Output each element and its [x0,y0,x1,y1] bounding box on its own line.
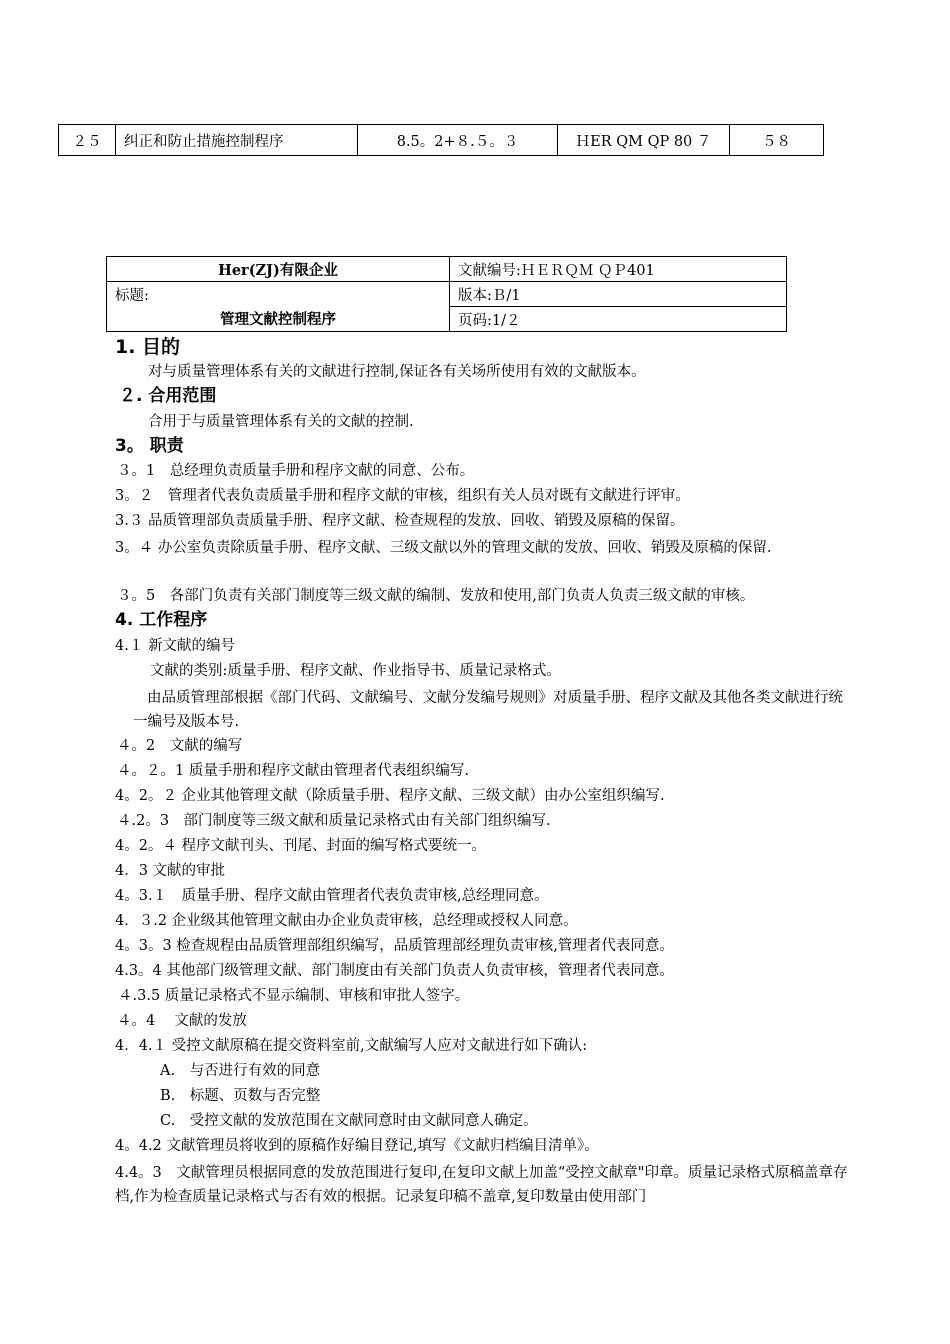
paragraph: ３。5 各部门负责有关部门制度等三级文献的编制、发放和使用,部门负责人负责三级文献的审核。 [117,588,755,604]
paragraph: 4。2。２ 企业其他管理文献（除质量手册、程序文献、三级文献）由办公室组织编写. [115,788,665,804]
title-label-cell: 标题: [107,282,450,307]
paragraph: 3.３ 品质管理部负责质量手册、程序文献、检查规程的发放、回收、销毁及原稿的保留。 [115,513,685,529]
table-row [107,307,787,332]
row-number-cell: ２５ [59,125,116,156]
procedure-title-cell: 纠正和防止措施控制程序 [116,125,358,156]
paragraph: 3。２ 管理者代表负责质量手册和程序文献的审核，组织有关人员对既有文献进行评审。 [115,488,690,504]
page-count-cell: ５８ [730,125,824,156]
paragraph: 4.3。4 其他部门级管理文献、部门制度由有关部门负责人负责审核，管理者代表同意。 [115,963,674,979]
paragraph: 3。４ 办公室负责除质量手册、程序文献、三级文献以外的管理文献的发放、回收、销毁及原稿的保留. [115,540,772,556]
document-header-table [106,256,787,332]
paragraph: ４.3.5 质量记录格式不显示编制、审核和审批人签字。 [118,988,470,1004]
table-row [107,282,787,307]
list-item: B. 标题、页数与否完整 [160,1088,321,1104]
page-number-cell: 页码:1/２ [450,307,787,332]
paragraph: 4．3 文献的审批 [115,863,226,879]
table-row [107,257,787,282]
paragraph: ４。2 文献的编写 [117,738,243,754]
version-cell: 版本:Ｂ/1 [450,282,787,307]
table-row [59,125,824,156]
paragraph: 4。3。3 检查规程由品质管理部组织编写，品质管理部经理负责审核,管理者代表同意。 [115,938,674,954]
document-code-cell: ＨER QM QP 80 ７ [558,125,730,156]
document-number-cell: 文献编号:ＨＥＲＱＭ ＱＰ401 [450,257,787,282]
clause-cell: 8.5。2+８.５。３ [358,125,558,156]
paragraph: 4．4.１ 受控文献原稿在提交资料室前,文献编写人应对文献进行如下确认: [115,1038,588,1054]
paragraph: 4.4。3 文献管理员根据同意的发放范围进行复印,在复印文献上加盖“受控文献章"印章。质量记录格式原稿盖章存档,作为检查质量记录格式与否有效的根据。记录复印稿不盖章,复印数量由使用部门 [115,1165,848,1205]
paragraph: 4。2。４ 程序文献刊头、刊尾、封面的编写格式要统一。 [115,838,487,854]
document-title-cell: 管理文献控制程序 [107,307,450,332]
section-heading: ２. 合用范围 [119,386,217,406]
top-row-table [58,124,824,156]
section-heading: 4. 工作程序 [115,610,208,630]
paragraph: 4．３.2 企业级其他管理文献由办企业负责审核，总经理或授权人同意。 [115,913,578,929]
paragraph: ３。1 总经理负责质量手册和程序文献的同意、公布。 [117,463,475,479]
paragraph: 对与质量管理体系有关的文献进行控制,保证各有关场所使用有效的文献版本。 [148,364,646,380]
paragraph: 文献的类别:质量手册、程序文献、作业指导书、质量记录格式。 [150,663,561,679]
company-name-cell: Her(ZJ)有限企业 [107,257,450,282]
paragraph: 合用于与质量管理体系有关的文献的控制. [148,414,414,430]
paragraph: ４.2。3 部门制度等三级文献和质量记录格式由有关部门组织编写. [117,813,551,829]
paragraph: 由品质管理部根据《部门代码、文献编号、文献分发编号规则》对质量手册、程序文献及其他各类文献进行统一编号及版本号. [133,690,843,730]
list-item: C. 受控文献的发放范围在文献同意时由文献同意人确定。 [160,1113,538,1129]
list-item: A. 与否进行有效的同意 [160,1063,321,1079]
paragraph: ４。２。1 质量手册和程序文献由管理者代表组织编写. [117,763,469,779]
paragraph: 4。3.１ 质量手册、程序文献由管理者代表负责审核,总经理同意。 [115,888,549,904]
paragraph: 4.１ 新文献的编号 [115,638,235,654]
paragraph: ４。4 文献的发放 [117,1013,247,1029]
section-heading: 3。 职责 [115,436,184,456]
paragraph: 4。4.2 文献管理员将收到的原稿作好编目登记,填写《文献归档编目清单》。 [115,1138,599,1154]
section-heading: 1. 目的 [115,336,181,358]
